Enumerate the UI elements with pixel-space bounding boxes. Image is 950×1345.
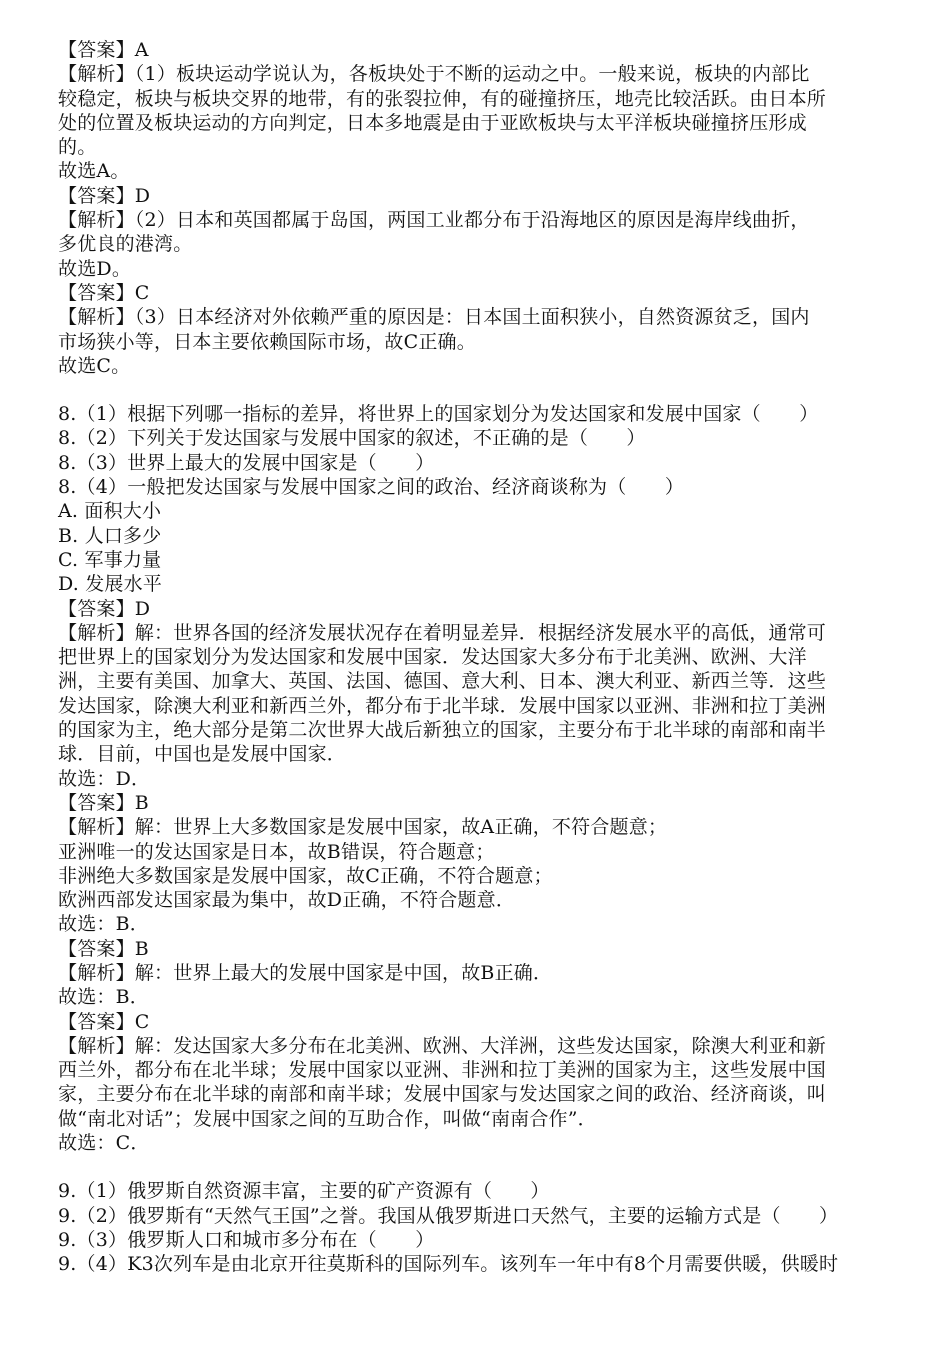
text-line: 欧洲西部发达国家最为集中，故D正确，不符合题意． <box>58 889 516 912</box>
text-line: 【解析】（3）日本经济对外依赖严重的原因是：日本国土面积狭小，自然资源贫乏，国内 <box>58 306 810 329</box>
text-line: 8.（1）根据下列哪一指标的差异，将世界上的国家划分为发达国家和发展中国家（ ） <box>58 403 819 426</box>
text-line: 【解析】（1）板块运动学说认为，各板块处于不断的运动之中。一般来说，板块的内部比 <box>58 63 810 86</box>
text-line: 【答案】C <box>58 281 150 304</box>
text-line: 9.（1）俄罗斯自然资源丰富，主要的矿产资源有（ ） <box>58 1180 550 1203</box>
text-line: 【解析】（2）日本和英国都属于岛国，两国工业都分布于沿海地区的原因是海岸线曲折， <box>58 209 810 232</box>
text-line: 故选：B． <box>58 986 149 1009</box>
text-line: 【解析】解：世界上大多数国家是发展中国家，故A正确，不符合题意； <box>58 816 668 839</box>
text-line: 家，主要分布在北半球的南部和南半球；发展中国家与发达国家之间的政治、经济商谈，叫 <box>58 1083 827 1106</box>
text-line: 故选D。 <box>58 257 132 280</box>
text-line: 8.（3）世界上最大的发展中国家是（ ） <box>58 451 435 474</box>
text-line: 9.（4）K3次列车是由北京开往莫斯科的国际列车。该列车一年中有8个月需要供暖，供暖时 <box>58 1253 839 1276</box>
text-line: 故选A。 <box>58 160 130 183</box>
text-line: 多优良的港湾。 <box>58 233 193 256</box>
text-line: 【答案】D <box>58 184 151 207</box>
text-line: 9.（2）俄罗斯有“天然气王国”之誉。我国从俄罗斯进口天然气，主要的运输方式是（ ） <box>58 1204 839 1227</box>
text-line: 故选C。 <box>58 354 131 377</box>
text-line: 【解析】解：发达国家大多分布在北美洲、欧洲、大洋洲，这些发达国家，除澳大利亚和新 <box>58 1034 827 1057</box>
text-line: A. 面积大小 <box>58 500 162 523</box>
text-line: 把世界上的国家划分为发达国家和发展中国家．发达国家大多分布于北美洲、欧洲、大洋 <box>58 646 807 669</box>
text-line: 发达国家，除澳大利亚和新西兰外，都分布于北半球．发展中国家以亚洲、非洲和拉丁美洲 <box>58 694 827 717</box>
text-line: 【解析】解：世界上最大的发展中国家是中国，故B正确． <box>58 961 553 984</box>
text-line: 亚洲唯一的发达国家是日本，故B错误，符合题意； <box>58 840 495 863</box>
text-line: 【解析】解：世界各国的经济发展状况存在着明显差异．根据经济发展水平的高低，通常可 <box>58 621 827 644</box>
text-line: D. 发展水平 <box>58 573 163 596</box>
blank-line <box>58 1155 898 1179</box>
text-line: B. 人口多少 <box>58 524 162 547</box>
text-line: 球．目前，中国也是发展中国家． <box>58 743 347 766</box>
text-line: 9.（3）俄罗斯人口和城市多分布在（ ） <box>58 1228 435 1251</box>
text-line: 市场狭小等，日本主要依赖国际市场，故C正确。 <box>58 330 476 353</box>
text-line: 故选：D． <box>58 767 151 790</box>
text-line: 8.（2）下列关于发达国家与发展中国家的叙述，不正确的是（ ） <box>58 427 646 450</box>
text-line: 处的位置及板块运动的方向判定，日本多地震是由于亚欧板块与太平洋板块碰撞挤压形成 <box>58 111 807 134</box>
text-line: 西兰外，都分布在北半球；发展中国家以亚洲、非洲和拉丁美洲的国家为主，这些发展中国 <box>58 1059 827 1082</box>
text-line: 【答案】D <box>58 597 151 620</box>
text-line: 【答案】B <box>58 791 149 814</box>
text-line: 洲，主要有美国、加拿大、英国、法国、德国、意大利、日本、澳大利亚、新西兰等．这些 <box>58 670 827 693</box>
text-line: 非洲绝大多数国家是发展中国家，故C正确，不符合题意； <box>58 864 553 887</box>
document-page <box>58 38 898 1277</box>
text-line: 8.（4）一般把发达国家与发展中国家之间的政治、经济商谈称为（ ） <box>58 476 685 499</box>
text-line: 【答案】B <box>58 937 149 960</box>
text-line: 的国家为主，绝大部分是第二次世界大战后新独立的国家，主要分布于北半球的南部和南半 <box>58 719 827 742</box>
text-line: 故选：B． <box>58 913 149 936</box>
text-line: 做“南北对话”；发展中国家之间的互助合作，叫做“南南合作”． <box>58 1107 597 1130</box>
text-line: C. 军事力量 <box>58 548 162 571</box>
text-line: 较稳定，板块与板块交界的地带，有的张裂拉伸，有的碰撞挤压，地壳比较活跃。由日本所 <box>58 87 827 110</box>
text-line: 【答案】C <box>58 1010 150 1033</box>
text-line: 故选：C． <box>58 1132 150 1155</box>
text-line: 的。 <box>58 136 97 159</box>
text-line: 【答案】A <box>58 39 149 61</box>
blank-line <box>58 378 898 402</box>
